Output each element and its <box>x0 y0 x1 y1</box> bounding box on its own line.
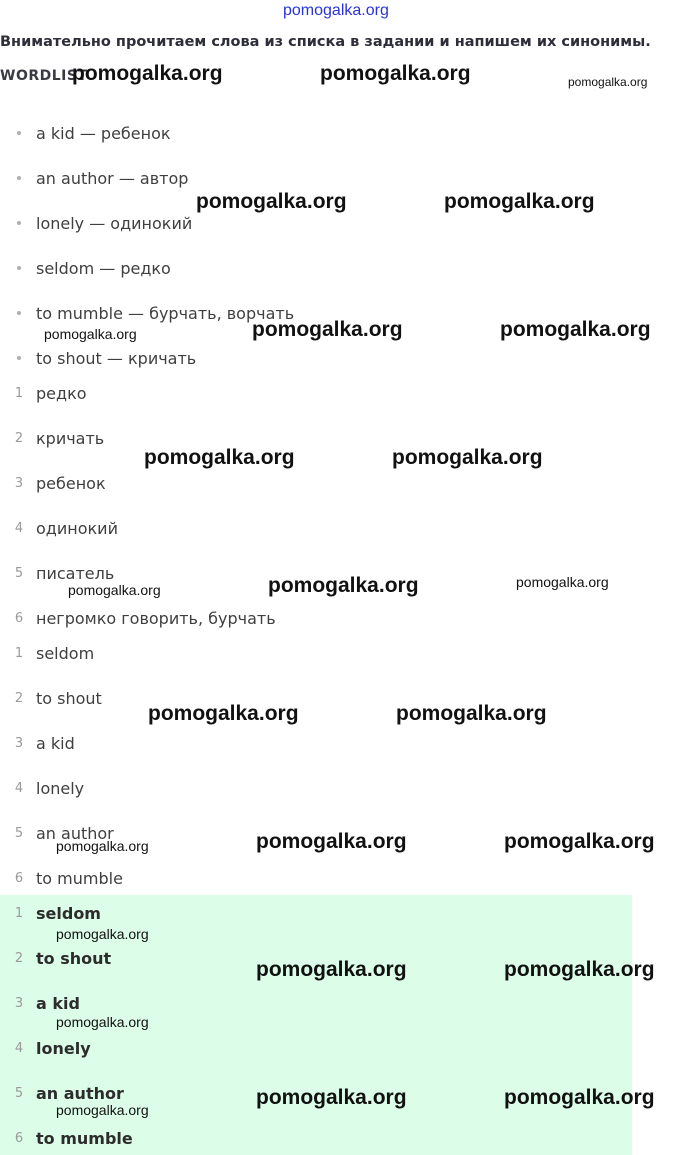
bullet-icon <box>17 176 21 180</box>
synonym-text: писатель <box>36 563 115 583</box>
wordlist-item-text: a kid — ребенок <box>36 123 171 143</box>
item-number: 4 <box>14 1040 24 1056</box>
word-text: to mumble <box>36 868 123 888</box>
watermark: pomogalka.org <box>252 318 403 341</box>
item-number: 1 <box>14 905 24 921</box>
bullet-icon <box>17 131 21 135</box>
item-number: 3 <box>14 475 24 491</box>
watermark: pomogalka.org <box>256 1086 407 1109</box>
item-number: 2 <box>14 430 24 446</box>
answer-text: lonely <box>36 1038 91 1058</box>
item-number: 3 <box>14 995 24 1011</box>
watermark: pomogalka.org <box>504 958 655 981</box>
wordlist-item-text: to mumble — бурчать, ворчать <box>36 303 295 323</box>
watermark: pomogalka.org <box>396 702 547 725</box>
wordlist-item-text: lonely — одинокий <box>36 213 193 233</box>
watermark: pomogalka.org <box>56 1014 149 1030</box>
watermark: pomogalka.org <box>504 1086 655 1109</box>
item-number: 1 <box>14 645 24 661</box>
bullet-icon <box>17 221 21 225</box>
watermark: pomogalka.org <box>504 830 655 853</box>
watermark: pomogalka.org <box>320 62 471 85</box>
watermark: pomogalka.org <box>196 190 347 213</box>
site-logo[interactable]: pomogalka.org <box>283 2 389 19</box>
word-text: seldom <box>36 643 95 663</box>
bullet-icon <box>17 311 21 315</box>
item-number: 6 <box>14 610 24 626</box>
task-intro: Внимательно прочитаем слова из списка в задании и напишем их синонимы. <box>0 34 651 50</box>
wordlist-item-text: to shout — кричать <box>36 348 197 368</box>
item-number: 5 <box>14 565 24 581</box>
watermark: pomogalka.org <box>56 1102 149 1118</box>
word-text: lonely <box>36 778 85 798</box>
synonym-text: ребенок <box>36 473 106 493</box>
watermark: pomogalka.org <box>148 702 299 725</box>
watermark: pomogalka.org <box>500 318 651 341</box>
answer-text: a kid <box>36 993 80 1013</box>
watermark: pomogalka.org <box>56 926 149 942</box>
wordlist-heading: WORDLIST <box>0 68 88 84</box>
watermark: pomogalka.org <box>392 446 543 469</box>
answer-text: to shout <box>36 948 112 968</box>
watermark: pomogalka.org <box>568 75 648 89</box>
synonym-text: одинокий <box>36 518 118 538</box>
synonym-text: негромко говорить, бурчать <box>36 608 276 628</box>
item-number: 4 <box>14 520 24 536</box>
synonym-text: кричать <box>36 428 105 448</box>
answer-text: to mumble <box>36 1128 133 1148</box>
watermark: pomogalka.org <box>256 830 407 853</box>
watermark: pomogalka.org <box>56 838 149 854</box>
bullet-icon <box>17 266 21 270</box>
answer-text: an author <box>36 1083 124 1103</box>
item-number: 3 <box>14 735 24 751</box>
item-number: 4 <box>14 780 24 796</box>
watermark: pomogalka.org <box>144 446 295 469</box>
word-text: a kid <box>36 733 75 753</box>
watermark: pomogalka.org <box>72 62 223 85</box>
bullet-icon <box>17 356 21 360</box>
item-number: 2 <box>14 690 24 706</box>
watermark: pomogalka.org <box>444 190 595 213</box>
word-text: an author <box>36 823 114 843</box>
item-number: 6 <box>14 870 24 886</box>
word-text: to shout <box>36 688 102 708</box>
item-number: 1 <box>14 385 24 401</box>
wordlist-item-text: an author — автор <box>36 168 189 188</box>
item-number: 5 <box>14 1085 24 1101</box>
item-number: 6 <box>14 1130 24 1146</box>
item-number: 2 <box>14 950 24 966</box>
watermark: pomogalka.org <box>268 574 419 597</box>
watermark: pomogalka.org <box>516 574 609 590</box>
answer-text: seldom <box>36 903 101 923</box>
synonym-text: редко <box>36 383 87 403</box>
watermark: pomogalka.org <box>256 958 407 981</box>
watermark: pomogalka.org <box>68 582 161 598</box>
wordlist-item-text: seldom — редко <box>36 258 171 278</box>
watermark: pomogalka.org <box>44 326 137 342</box>
item-number: 5 <box>14 825 24 841</box>
